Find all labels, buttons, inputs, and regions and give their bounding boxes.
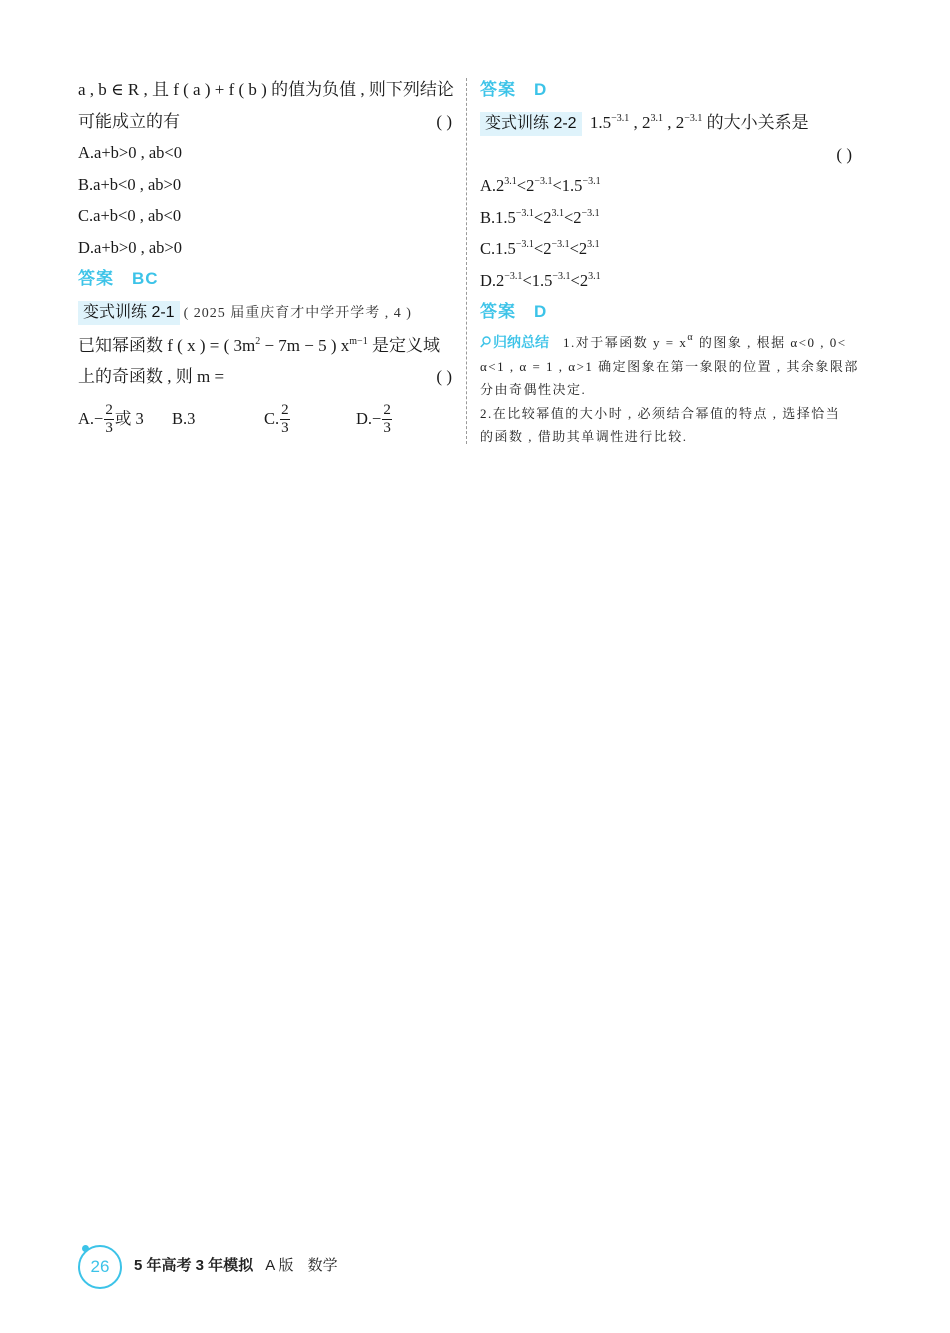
option-exp: −3.1 (534, 176, 553, 187)
question-2-option-b: B.3 (172, 408, 196, 428)
question-1-line-2 (78, 106, 456, 138)
book-title: 5 年高考 3 年模拟 (134, 1257, 254, 1274)
v2-exp-3: −3.1 (684, 113, 703, 124)
answer-blank: ( ) (836, 144, 852, 164)
v2-base-3: , 2 (662, 113, 685, 132)
answer-2-label: 答案 (480, 302, 516, 321)
page-footer (78, 1242, 478, 1292)
option-c-prefix: C. (264, 408, 280, 428)
option-exp: −3.1 (515, 207, 534, 219)
variant-2-1-header (78, 296, 456, 330)
option-base: 1.5 (495, 239, 516, 258)
question-1-option-c: C.a+b<0 , ab<0 (78, 206, 182, 225)
option-exp: 3.1 (504, 176, 517, 187)
variant-2-2-option-b (480, 202, 856, 234)
option-base: <2 (516, 176, 535, 195)
question-1-line-1: a , b ∈ R , 且 f ( a ) + f ( b ) 的值为负值 , 则下列结论 (78, 80, 454, 99)
book-edition: A 版 (265, 1257, 294, 1274)
option-exp: −3.1 (551, 239, 570, 250)
option-exp: −3.1 (515, 239, 534, 250)
option-base: <2 (563, 207, 582, 227)
summary-line-5: 的函数 , 借助其单调性进行比较. (480, 429, 688, 444)
fraction (382, 402, 392, 437)
option-base: 1.5 (495, 207, 516, 227)
option-base: 2 (496, 176, 505, 195)
option-exp: 3.1 (551, 207, 564, 219)
option-base: <2 (533, 207, 552, 227)
question-2-sup-b: m−1 (349, 335, 368, 347)
answer-blank: ( ) (436, 111, 452, 131)
summary-line-3: 分由奇偶性决定. (480, 382, 587, 397)
v2-text: 的大小关系是 (702, 113, 809, 132)
question-2-text-c: 是定义域 (367, 335, 440, 355)
question-2-line-1 (78, 330, 456, 362)
fraction-den: 3 (281, 420, 289, 437)
summary-sup: α (687, 332, 695, 343)
summary-line-2: α<1 , α = 1 , α>1 确定图象在第一象限的位置 , 其余象限部 (480, 358, 859, 374)
question-2-text-b: − 7m − 5 ) x (260, 335, 350, 355)
option-base: 2 (496, 270, 505, 290)
option-label: B. (480, 207, 496, 227)
option-exp: −3.1 (581, 207, 600, 219)
fraction (104, 402, 114, 437)
question-1-option-a: A.a+b>0 , ab<0 (78, 143, 182, 162)
option-label: D. (480, 270, 497, 290)
option-base: <1.5 (522, 270, 553, 290)
option-exp: −3.1 (582, 176, 601, 187)
v2-exp-1: −3.1 (611, 113, 630, 124)
answer-1-value: BC (132, 269, 159, 288)
page-number: 26 (78, 1245, 122, 1289)
question-2-option-a (78, 397, 144, 441)
answer-top (480, 74, 856, 105)
option-exp: 3.1 (588, 270, 601, 282)
variant-2-2-paren-line (480, 139, 856, 171)
option-exp: 3.1 (587, 239, 600, 250)
question-1-option-b: B.a+b<0 , ab>0 (78, 174, 182, 194)
answer-1-label: 答案 (78, 269, 114, 288)
summary-text: 的图象 , 根据 α<0 , 0< (694, 335, 847, 350)
variant-2-1-source: ( 2025 届重庆育才中学开学考 , 4 ) (183, 306, 412, 321)
variant-2-2-option-a (480, 170, 856, 202)
answer-top-value: D (534, 80, 548, 99)
option-base: <2 (569, 239, 588, 258)
fraction-den: 3 (383, 420, 391, 437)
question-1-text: 可能成立的有 (78, 111, 180, 131)
option-base: <1.5 (552, 176, 583, 195)
answer-2 (480, 296, 856, 327)
answer-1 (78, 263, 456, 294)
question-2-line-2 (78, 361, 456, 393)
left-column (78, 74, 456, 441)
variant-2-2-header (480, 107, 856, 139)
summary-tag (480, 334, 549, 350)
summary-line-4: 2.在比较幂值的大小时 , 必须结合幂值的特点 , 选择恰当 (480, 405, 841, 421)
question-1-option-d: D.a+b>0 , ab>0 (78, 237, 182, 257)
option-base: <2 (533, 239, 552, 258)
column-divider (466, 78, 467, 444)
book-subject: 数学 (307, 1257, 338, 1274)
option-label: A. (480, 176, 497, 195)
option-d-prefix: D.− (356, 408, 382, 428)
option-exp: −3.1 (504, 270, 523, 282)
question-2-text-d: 上的奇函数 , 则 m = (78, 367, 225, 386)
option-a-prefix: A.− (78, 408, 104, 428)
question-2-option-d (356, 397, 393, 441)
fraction-num: 2 (281, 402, 289, 419)
page-dot-decoration (82, 1245, 89, 1252)
v2-base-2: , 2 (629, 113, 651, 132)
option-a-suffix: 或 3 (114, 408, 144, 428)
right-column (480, 74, 859, 449)
variant-2-2-badge: 变式训练 2-2 (480, 112, 582, 136)
summary-line-1 (480, 331, 856, 355)
answer-blank: ( ) (436, 367, 452, 386)
answer-2-value: D (534, 302, 548, 321)
fraction-num: 2 (105, 402, 113, 419)
summary-box (480, 331, 859, 449)
option-label: C. (480, 239, 496, 258)
fraction-den: 3 (105, 420, 113, 437)
option-exp: −3.1 (552, 270, 571, 282)
footer-title (134, 1254, 338, 1275)
option-base: <2 (570, 270, 589, 290)
answer-top-label: 答案 (480, 80, 516, 99)
fraction-num: 2 (383, 402, 391, 419)
variant-2-1-badge: 变式训练 2-1 (78, 301, 180, 325)
magnifier-icon (480, 336, 491, 348)
question-2-sup-a: 2 (255, 335, 261, 347)
v2-base-1: 1.5 (585, 113, 612, 132)
question-2-text-a: 已知幂函数 f ( x ) = ( 3m (78, 335, 256, 355)
question-2-options (78, 397, 456, 441)
summary-text: 1.对于幂函数 y = x (563, 335, 688, 350)
question-2-option-c (264, 397, 291, 441)
v2-exp-2: 3.1 (650, 113, 663, 124)
variant-2-2-option-c (480, 233, 856, 265)
summary-tag-text: 归纳总结 (493, 334, 549, 350)
fraction (280, 402, 290, 437)
variant-2-2-option-d (480, 265, 856, 297)
